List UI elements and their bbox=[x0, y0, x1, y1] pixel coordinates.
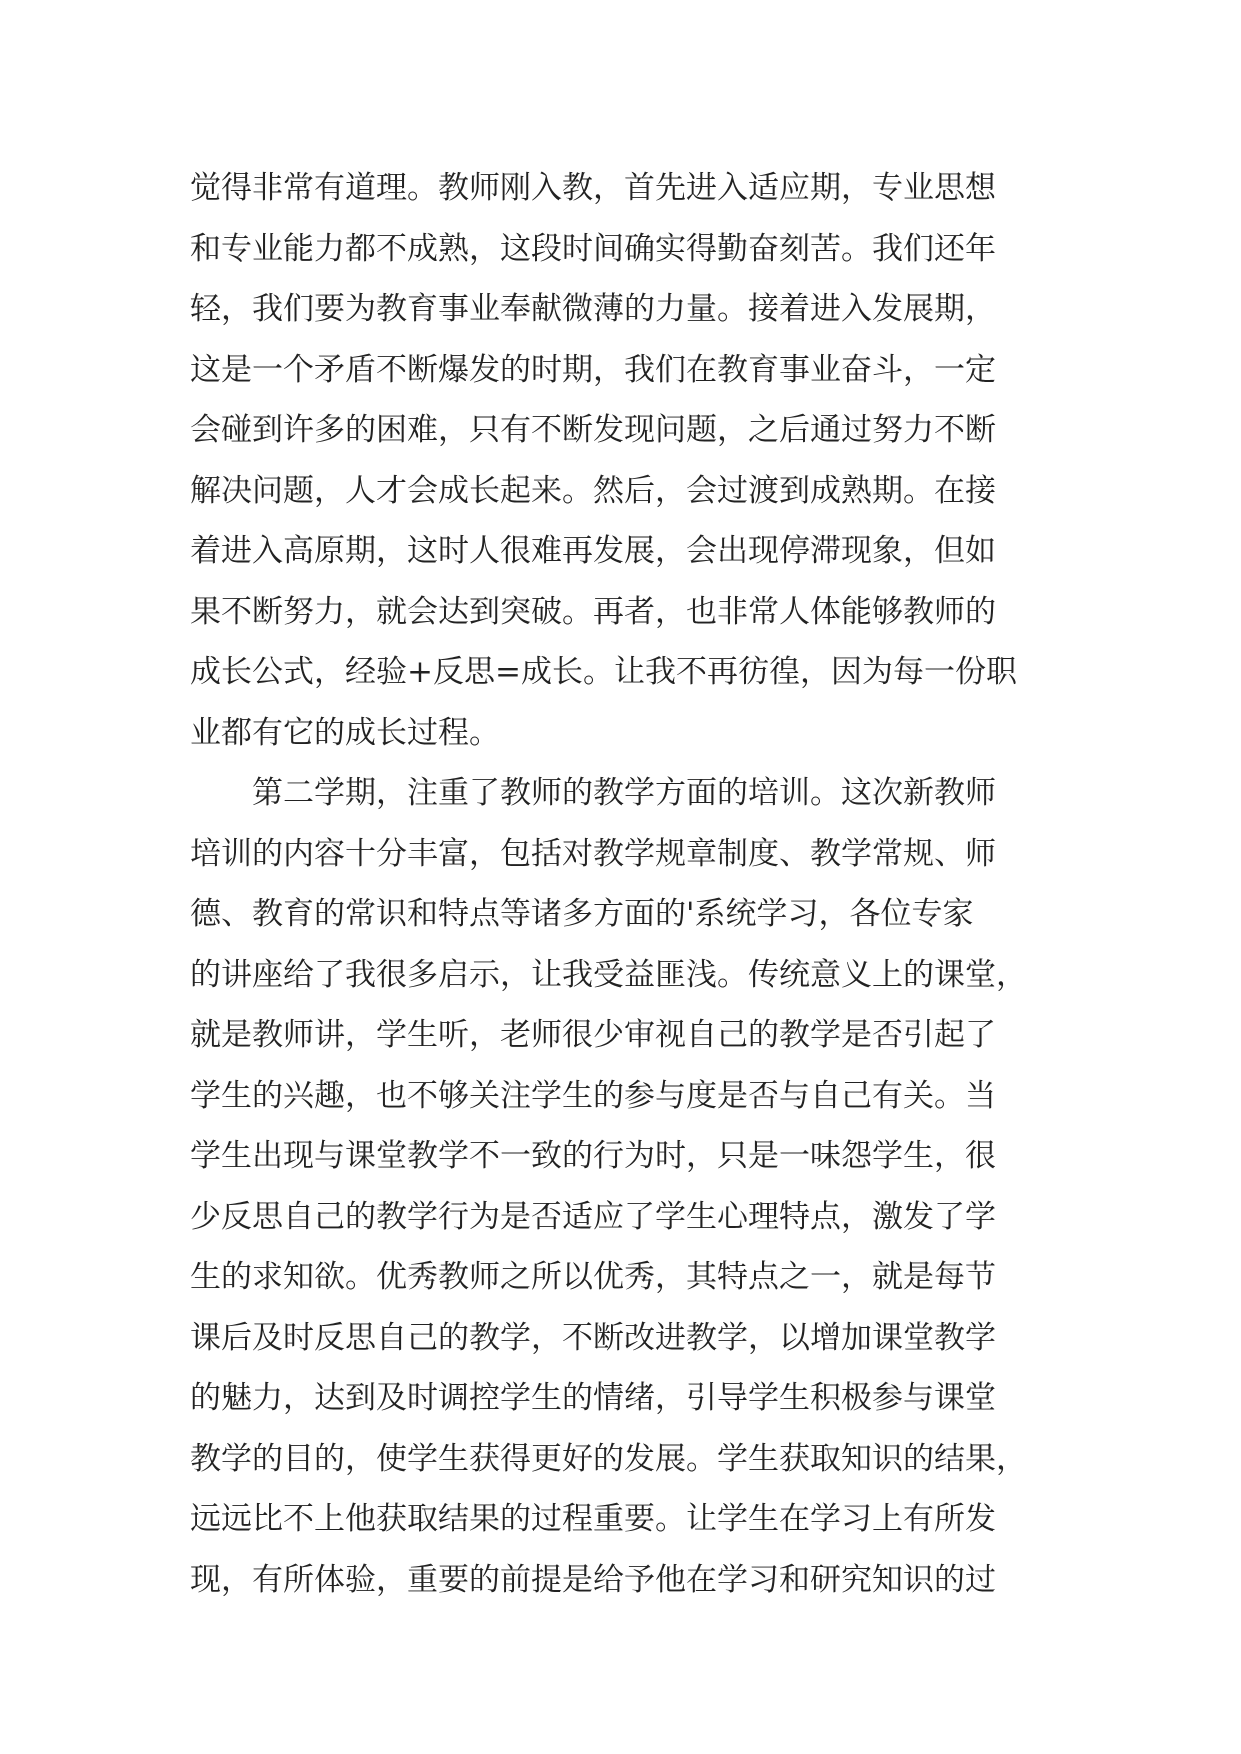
text-line: 解决问题，人才会成长起来。然后，会过渡到成熟期。在接 bbox=[190, 472, 996, 509]
text-line: 的魅力，达到及时调控学生的情绪，引导学生积极参与课堂 bbox=[190, 1380, 996, 1416]
text-line: 的讲座给了我很多启示，让我受益匪浅。传统意义上的课堂， bbox=[190, 956, 1027, 993]
text-line: 第二学期，注重了教师的教学方面的培训。这次新教师 bbox=[190, 775, 996, 811]
text-line: 生的求知欲。优秀教师之所以优秀，其特点之一，就是每节 bbox=[190, 1259, 996, 1295]
text-line: 果不断努力，就会达到突破。再者，也非常人体能够教师的 bbox=[190, 593, 996, 630]
text-line: 远远比不上他获取结果的过程重要。让学生在学习上有所发 bbox=[190, 1501, 996, 1537]
text-line: 课后及时反思自己的教学，不断改进教学，以增加课堂教学 bbox=[190, 1319, 996, 1356]
body-text bbox=[190, 158, 1052, 1610]
text-line: 教学的目的，使学生获得更好的发展。学生获取知识的结果， bbox=[190, 1440, 1027, 1477]
text-line: 着进入高原期，这时人很难再发展，会出现停滞现象，但如 bbox=[190, 533, 996, 569]
text-line: 现，有所体验，重要的前提是给予他在学习和研究知识的过 bbox=[190, 1561, 996, 1598]
text-line: 会碰到许多的困难，只有不断发现问题，之后通过努力不断 bbox=[190, 412, 996, 448]
text-line: 培训的内容十分丰富，包括对教学规章制度、教学常规、师 bbox=[190, 835, 996, 872]
text-line: 觉得非常有道理。教师刚入教，首先进入适应期，专业思想 bbox=[190, 170, 996, 206]
text-line: 这是一个矛盾不断爆发的时期，我们在教育事业奋斗，一定 bbox=[190, 351, 996, 388]
text-line: 学生的兴趣，也不够关注学生的参与度是否与自己有关。当 bbox=[190, 1077, 996, 1114]
text-line: 成长公式，经验+反思=成长。让我不再彷徨，因为每一份职 bbox=[190, 654, 1017, 690]
text-line: 少反思自己的教学行为是否适应了学生心理特点，激发了学 bbox=[190, 1198, 996, 1235]
text-line: 就是教师讲，学生听，老师很少审视自己的教学是否引起了 bbox=[190, 1017, 996, 1053]
text-line: 德、教育的常识和特点等诸多方面的'系统学习，各位专家 bbox=[190, 896, 974, 932]
text-line: 学生出现与课堂教学不一致的行为时，只是一味怨学生，很 bbox=[190, 1138, 996, 1174]
text-line: 和专业能力都不成熟，这段时间确实得勤奋刻苦。我们还年 bbox=[190, 230, 996, 267]
text-line: 轻，我们要为教育事业奉献微薄的力量。接着进入发展期， bbox=[190, 291, 996, 327]
text-line: 业都有它的成长过程。 bbox=[190, 714, 500, 751]
